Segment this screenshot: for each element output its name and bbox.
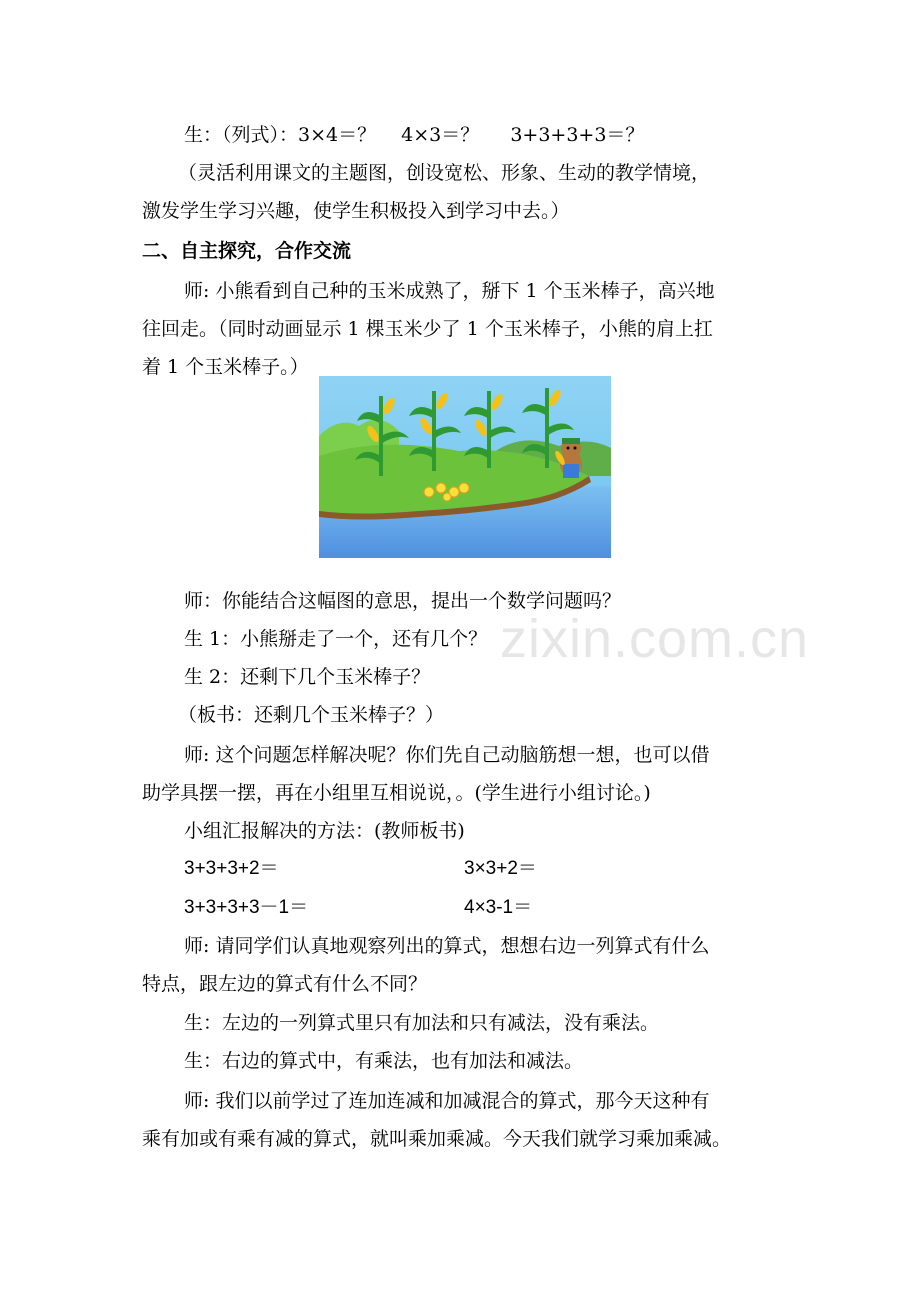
line-teacher-3-cont: 特点，跟左边的算式有什么不同？ <box>142 973 428 995</box>
line-student-3: 生：左边的一列算式里只有加法和只有减法，没有乘法。 <box>184 1012 660 1034</box>
line-note-2: 激发学生学习兴趣，使学生积极投入到学习中去。） <box>142 200 570 222</box>
line-student-4: 生：右边的算式中，有乘法，也有加法和减法。 <box>184 1050 584 1072</box>
section-heading: 二、自主探究，合作交流 <box>142 240 352 262</box>
line-teacher-2: 师: 这个问题怎样解决呢？你们先自己动脑筋想一想，也可以借 <box>184 744 710 766</box>
line-student-2: 生 2：还剩下几个玉米棒子？ <box>184 666 431 688</box>
line-group-report: 小组汇报解决的方法：(教师板书) <box>184 820 465 842</box>
line-note-1: （灵活利用课文的主题图，创设宽松、形象、生动的教学情境， <box>178 162 711 184</box>
line-teacher-4: 师: 我们以前学过了连加连减和加减混合的算式，那今天这种有 <box>184 1090 710 1112</box>
equation-right-1: 3×3+2＝ <box>464 858 537 879</box>
line-teacher-1: 师: 小熊看到自己种的玉米成熟了，掰下 1 个玉米棒子，高兴地 <box>184 280 715 302</box>
line-teacher-2-cont: 助学具摆一摆，再在小组里互相说说，。(学生进行小组讨论。) <box>142 782 651 804</box>
line-teacher-4-cont: 乘有加或有乘有减的算式，就叫乘加乘减。今天我们就学习乘加乘减。 <box>142 1128 732 1150</box>
equation-left-1: 3+3+3+2＝ <box>184 858 279 879</box>
line-teacher-question: 师：你能结合这幅图的意思，提出一个数学问题吗？ <box>184 590 622 612</box>
line-student-equations: 生：（列式）：3×4＝？ 4×3＝？ 3+3+3+3＝？ <box>184 124 645 146</box>
line-student-1: 生 1：小熊掰走了一个，还有几个？ <box>184 628 488 650</box>
line-teacher-1-cont: 往回走。（同时动画显示 1 棵玉米少了 1 个玉米棒子，小熊的肩上扛 <box>142 318 713 340</box>
line-teacher-1-end: 着 1 个玉米棒子。） <box>142 356 309 378</box>
equation-right-2: 4×3-1＝ <box>464 897 533 918</box>
watermark: zixin.com.cn <box>500 609 810 669</box>
line-board-note: （板书：还剩几个玉米棒子？） <box>178 704 445 726</box>
equation-left-2: 3+3+3+3－1＝ <box>184 897 309 918</box>
corn-field-bear-illustration <box>319 376 611 558</box>
line-teacher-3: 师: 请同学们认真地观察列出的算式，想想右边一列算式有什么 <box>184 935 710 957</box>
